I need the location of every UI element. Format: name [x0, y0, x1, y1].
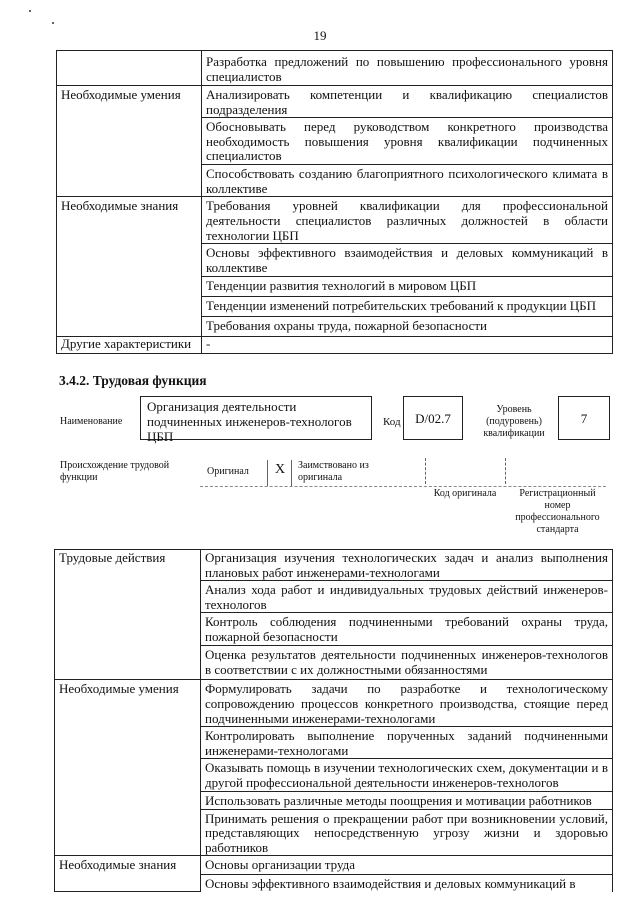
page-number: 19	[313, 28, 327, 43]
row-label	[57, 51, 202, 86]
table-row	[55, 856, 613, 875]
row-item: Организация изучения технологических задач и анализ выполнения плановых работ инженерами-технологами	[201, 550, 613, 581]
original-mark: X	[275, 462, 286, 477]
table-row	[55, 680, 613, 727]
orig-code-label: Код оригинала	[433, 488, 497, 499]
borrowed-label: Заимствовано из оригинала	[298, 460, 369, 483]
origin-label: Происхождение трудовой функции	[60, 460, 170, 483]
row-item: Требования уровней квалификации для профессиональной деятельности специалистов различных должностей в области технологии ЦБП	[202, 197, 613, 244]
row-item: -	[202, 336, 613, 353]
divider	[200, 486, 606, 487]
row-item: Основы эффективного взаимодействия и деловых коммуникаций в	[201, 875, 613, 892]
row-item: Контроль соблюдения подчиненными требований охраны труда, пожарной безопасности	[201, 613, 613, 646]
row-item: Разработка предложений по повышению профессионального уровня специалистов	[202, 51, 613, 86]
row-label: Другие характеристики	[57, 336, 202, 353]
table-row	[57, 336, 613, 353]
original-label: Оригинал	[207, 466, 249, 477]
divider	[425, 458, 426, 484]
code-label: Код	[383, 416, 401, 428]
level-label: Уровень (подуровень) квалификации	[483, 404, 545, 439]
code-value: D/02.7	[415, 411, 451, 426]
divider	[267, 460, 268, 486]
level-box	[558, 396, 610, 440]
row-item: Использовать различные методы поощрения и мотивации работников	[201, 791, 613, 809]
row-item: Тенденции развития технологий в мировом ЦБП	[202, 276, 613, 296]
row-label: Необходимые знания	[57, 197, 202, 336]
row-item: Формулировать задачи по разработке и технологическому сопровождению процессов конкретного производства, стоящие перед подчиненными инженерами-технологами	[201, 680, 613, 727]
row-label: Необходимые умения	[55, 680, 201, 856]
name-label: Наименование	[60, 416, 123, 427]
section-heading: 3.4.2. Трудовая функция	[59, 373, 207, 388]
table-row	[57, 86, 613, 118]
row-item: Требования охраны труда, пожарной безопасности	[202, 316, 613, 336]
row-label: Необходимые умения	[57, 86, 202, 197]
row-item: Оказывать помощь в изучении технологических схем, документации и в другой профессиональной деятельности инженеров-технологов	[201, 759, 613, 791]
row-item: Контролировать выполнение порученных заданий подчиненными инженерами-технологами	[201, 727, 613, 759]
row-item: Способствовать созданию благоприятного психологического климата в коллективе	[202, 165, 613, 197]
row-label: Трудовые действия	[55, 550, 201, 680]
function-name-box	[140, 396, 372, 444]
scan-dot	[52, 22, 54, 24]
table-row	[57, 51, 613, 86]
table-row	[55, 550, 613, 581]
reg-number-label: Регистрационный номер профессионального стандарта	[515, 488, 600, 535]
level-value: 7	[580, 411, 588, 426]
row-label: Необходимые знания	[55, 856, 201, 892]
function-name: Организация деятельности подчиненных инженеров-технологов ЦБП	[147, 399, 352, 444]
row-item: Основы эффективного взаимодействия и деловых коммуникаций в коллективе	[202, 244, 613, 276]
row-item: Анализировать компетенции и квалификацию специалистов подразделения	[202, 86, 613, 118]
scan-dot	[29, 10, 31, 12]
requirements-table-2	[54, 549, 613, 892]
requirements-table-1	[56, 50, 613, 354]
row-item: Тенденции изменений потребительских требований к продукции ЦБП	[202, 296, 613, 316]
row-item: Принимать решения о прекращении работ при возникновении условий, представляющих непосредственную угрозу жизни и здоровью работников	[201, 809, 613, 856]
row-item: Анализ хода работ и индивидуальных трудовых действий инженеров-технологов	[201, 581, 613, 613]
row-item: Обосновывать перед руководством конкретного производства необходимость повышения уровня квалификации подчиненных специалистов	[202, 118, 613, 165]
table-row	[57, 197, 613, 244]
row-item: Оценка результатов деятельности подчиненных инженеров-технологов в соответствии с их должностными обязанностями	[201, 646, 613, 680]
divider	[291, 460, 292, 486]
row-item: Основы организации труда	[201, 856, 613, 875]
divider	[505, 458, 506, 484]
code-box	[403, 396, 463, 440]
